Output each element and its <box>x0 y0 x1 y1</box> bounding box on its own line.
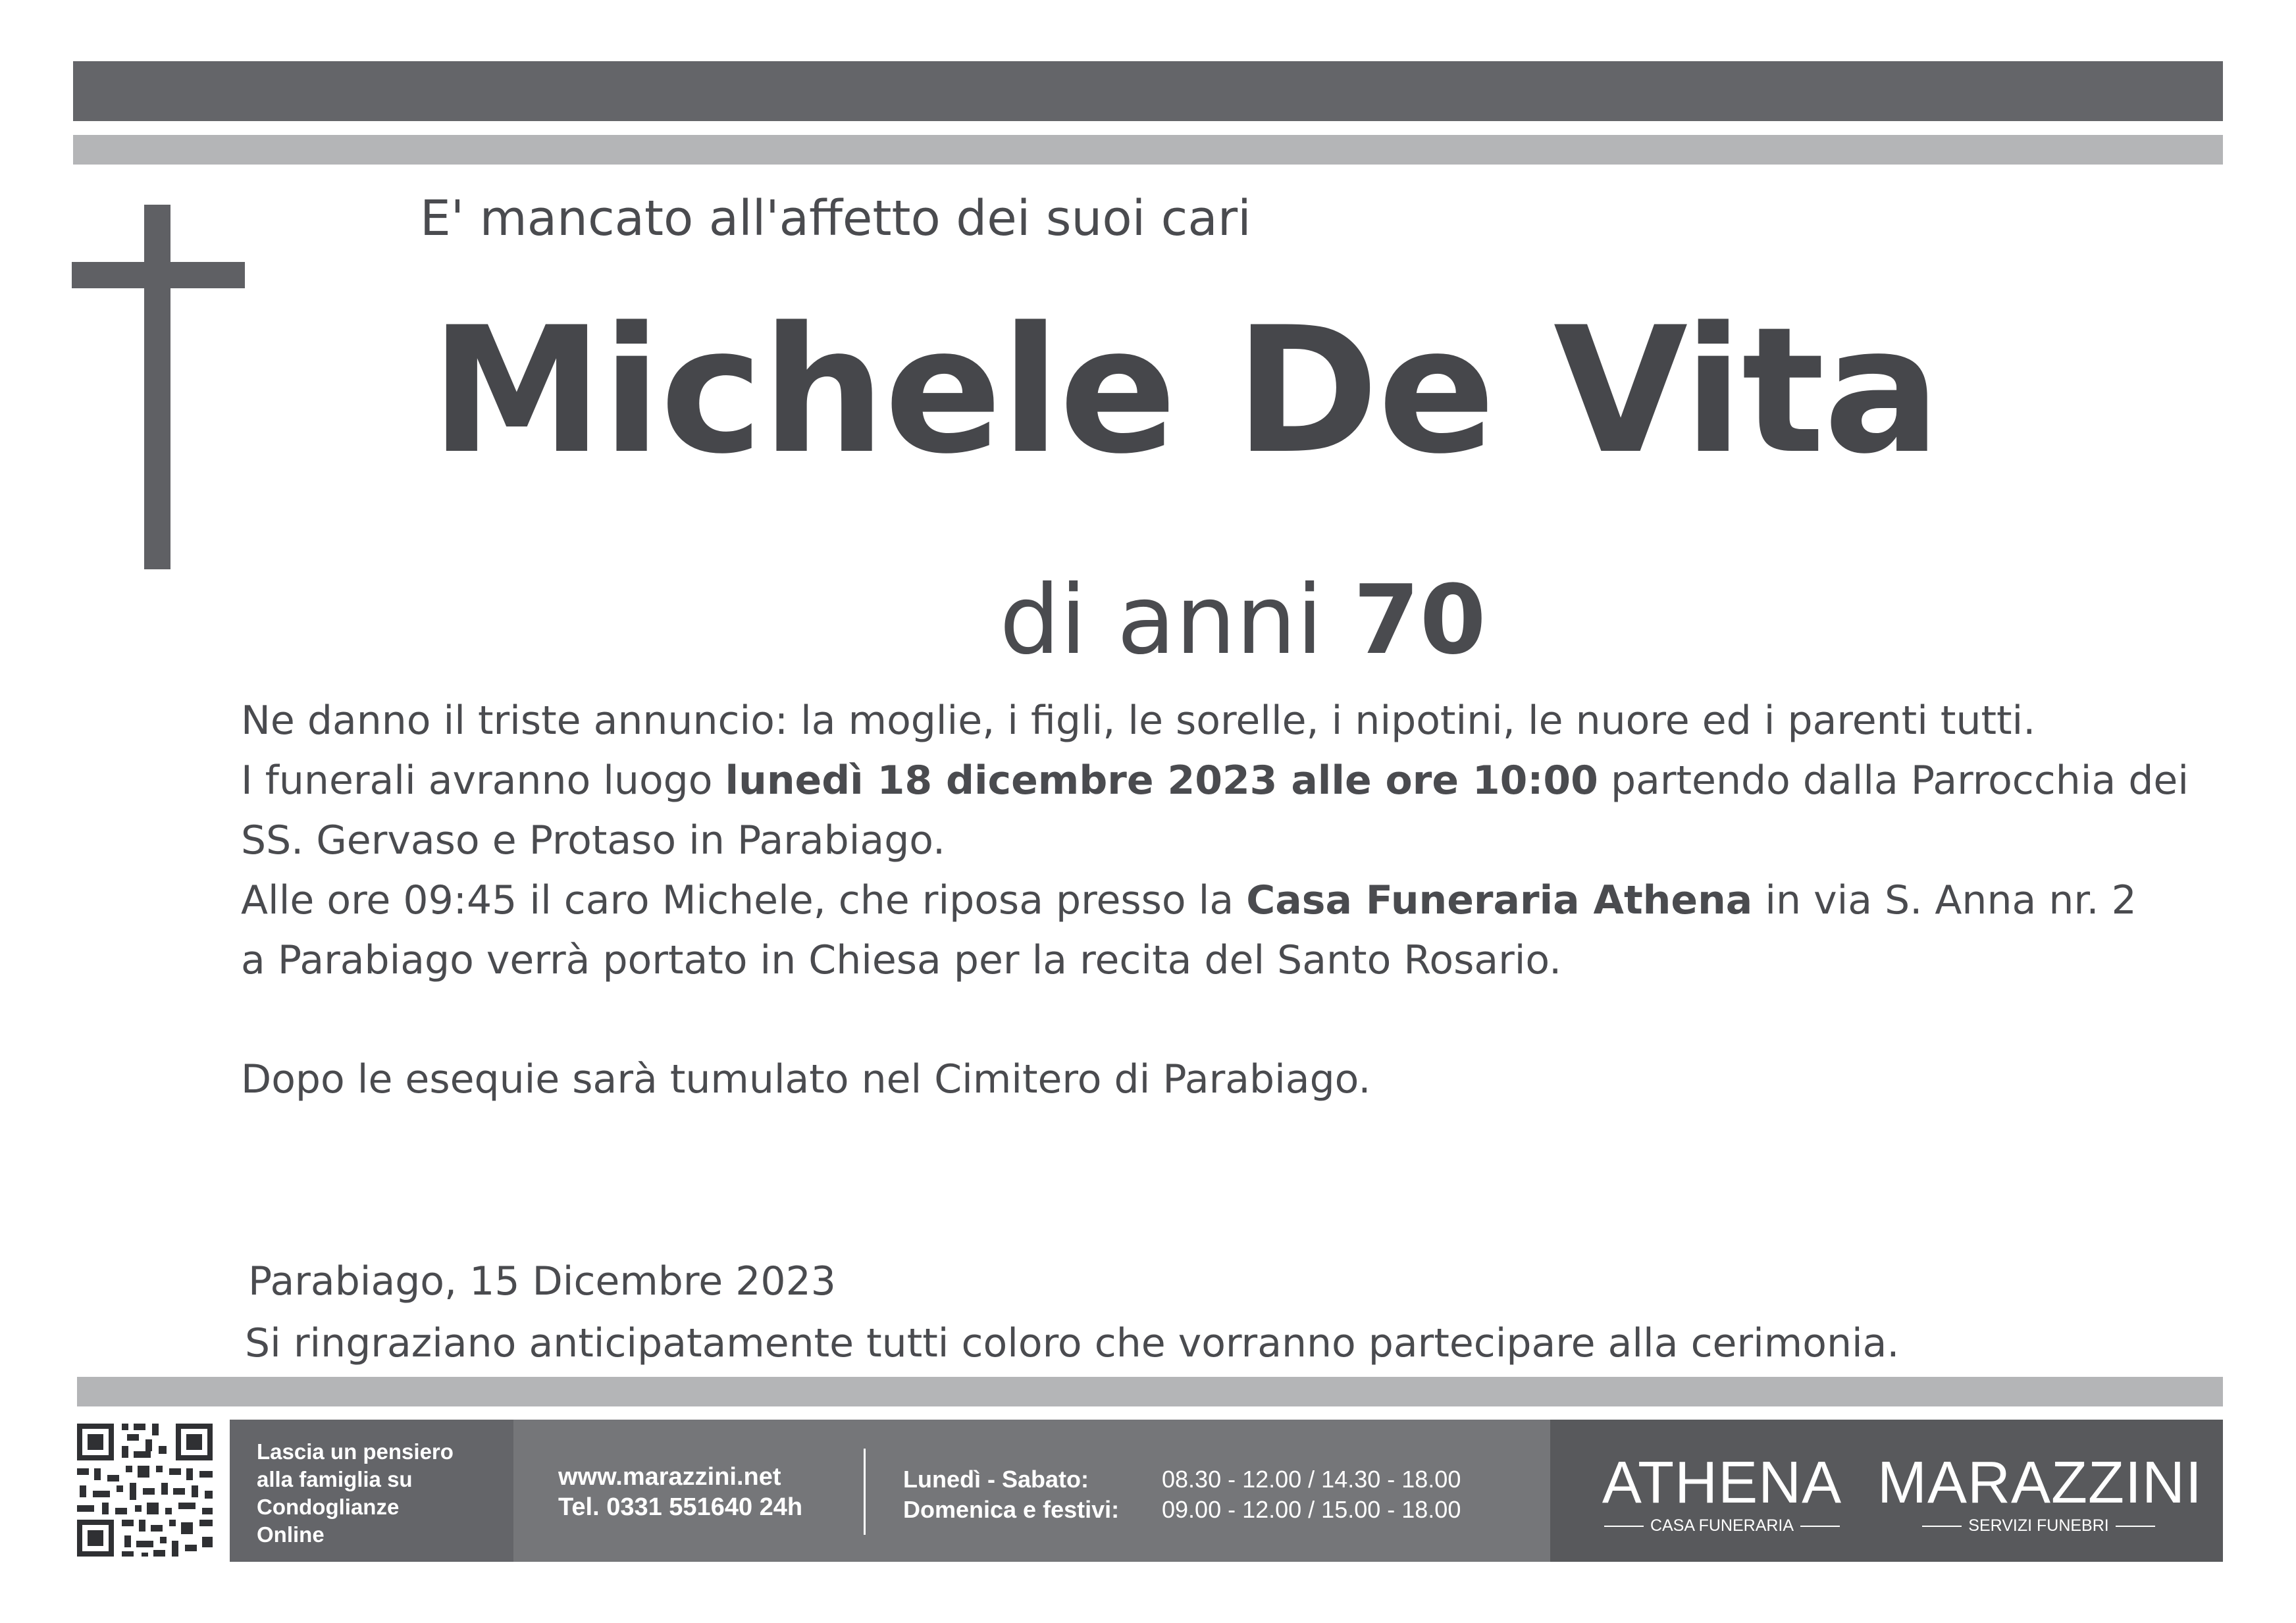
funeral-intro: I funerali avranno luogo <box>241 758 713 804</box>
announcement-line: SS. Gervaso e Protaso in Parabiago. <box>241 817 946 863</box>
contact-panel <box>513 1420 1550 1562</box>
thanks-text: Si ringraziano anticipatamente tutti coloro che vorranno partecipare alla cerimonia. <box>245 1320 1900 1366</box>
athena-logo-sub: CASA FUNERARIA <box>1650 1516 1794 1535</box>
athena-logo-name: ATHENA <box>1602 1450 1842 1516</box>
condolences-line: alla famiglia su <box>257 1467 413 1491</box>
condolences-line: Online <box>257 1522 325 1547</box>
funeral-home-name: Casa Funeraria Athena <box>1246 877 1753 923</box>
contact-divider <box>864 1449 866 1535</box>
top-header-bar <box>73 61 2223 121</box>
funeral-home-address: in via S. Anna nr. 2 <box>1765 877 2137 923</box>
opening-hours-values <box>1162 1464 1461 1525</box>
announcement-body <box>241 691 2189 1110</box>
rosary-intro: Alle ore 09:45 il caro Michele, che riposa presso la <box>241 877 1234 923</box>
age-line <box>0 558 2296 683</box>
announcement-line <box>241 751 2189 811</box>
marazzini-logo-name: MARAZZINI <box>1877 1450 2203 1516</box>
hours-value: 09.00 - 12.00 / 15.00 - 18.00 <box>1162 1496 1461 1523</box>
condolences-panel <box>230 1420 513 1562</box>
funeral-date-time: lunedì 18 dicembre 2023 alle ore 10:00 <box>725 758 1598 804</box>
phone-number[interactable]: Tel. 0331 551640 24h <box>558 1493 803 1521</box>
funeral-location-intro: partendo dalla Parrocchia dei <box>1610 758 2189 804</box>
marazzini-logo <box>1877 1450 2203 1535</box>
age-prefix: di anni <box>999 565 1323 676</box>
opening-hours-labels <box>903 1464 1119 1525</box>
hours-value: 08.30 - 12.00 / 14.30 - 18.00 <box>1162 1466 1461 1493</box>
athena-logo-sub-line <box>1590 1516 1854 1535</box>
bottom-accent-bar <box>77 1377 2223 1406</box>
condolences-line: Condoglianze <box>257 1495 400 1519</box>
condolences-line: Lascia un pensiero <box>257 1439 454 1464</box>
top-accent-bar <box>73 135 2223 165</box>
intro-text: E' mancato all'affetto dei suoi cari <box>420 190 1251 247</box>
website-link[interactable]: www.marazzini.net <box>558 1463 781 1491</box>
marazzini-logo-sub-line <box>1877 1516 2200 1535</box>
brands-panel <box>1550 1420 2223 1562</box>
announcement-line: a Parabiago verrà portato in Chiesa per la recita del Santo Rosario. <box>241 937 1562 983</box>
hours-label: Lunedì - Sabato: <box>903 1466 1089 1493</box>
hours-label: Domenica e festivi: <box>903 1496 1120 1523</box>
qr-code-icon[interactable] <box>73 1420 224 1562</box>
contact-info <box>558 1462 802 1522</box>
condolences-text <box>257 1438 454 1549</box>
paragraph-gap <box>241 991 2183 1050</box>
age-value: 70 <box>1353 565 1486 676</box>
marazzini-logo-sub: SERVIZI FUNEBRI <box>1968 1516 2109 1535</box>
deceased-name: Michele De Vita <box>430 290 1940 492</box>
announcement-line: Ne danno il triste annuncio: la moglie, i figli, le sorelle, i nipotini, le nuore ed i parenti tutti. <box>241 698 2036 744</box>
burial-line: Dopo le esequie sarà tumulato nel Cimitero di Parabiago. <box>241 1056 1371 1102</box>
athena-logo <box>1590 1450 1854 1535</box>
announcement-line <box>241 871 2183 931</box>
place-date: Parabiago, 15 Dicembre 2023 <box>248 1258 836 1304</box>
